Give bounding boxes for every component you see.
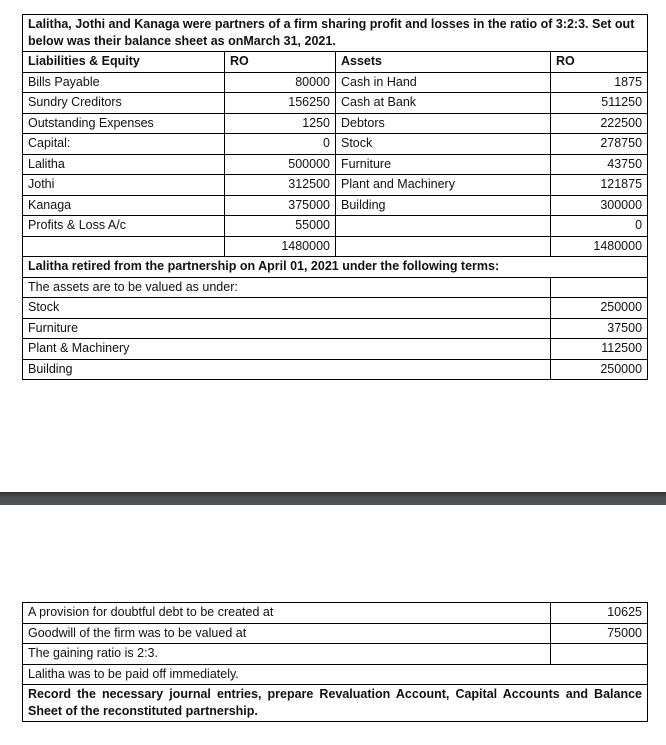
balance-sheet-table [22, 14, 648, 380]
table-row [23, 318, 648, 339]
amount-cell: 80000 [225, 72, 336, 93]
amount-cell: 375000 [225, 195, 336, 216]
amount-cell: 278750 [551, 134, 648, 155]
label-cell: Furniture [336, 154, 551, 175]
amount-cell: 1480000 [225, 236, 336, 257]
table-row [23, 195, 648, 216]
label-cell: Debtors [336, 113, 551, 134]
retirement-heading: Lalitha retired from the partnership on April 01, 2021 under the following terms: [23, 257, 648, 278]
amount-cell: 0 [551, 216, 648, 237]
amount-cell: 37500 [551, 318, 648, 339]
col-header: RO [225, 52, 336, 73]
table-row [23, 113, 648, 134]
label-cell: Stock [336, 134, 551, 155]
label-cell: Kanaga [23, 195, 225, 216]
label-cell [23, 236, 225, 257]
table-row [23, 644, 648, 665]
amount-cell: 112500 [551, 339, 648, 360]
amount-cell: 1250 [225, 113, 336, 134]
table-row [23, 623, 648, 644]
label-cell: Plant & Machinery [23, 339, 551, 360]
label-cell: Building [23, 359, 551, 380]
label-cell [336, 216, 551, 237]
valuation-label-row [23, 277, 648, 298]
table-row [23, 216, 648, 237]
label-cell: Cash at Bank [336, 93, 551, 114]
amount-cell: 43750 [551, 154, 648, 175]
label-cell: Profits & Loss A/c [23, 216, 225, 237]
label-cell: Bills Payable [23, 72, 225, 93]
page-divider [0, 492, 666, 505]
amount-cell: 1480000 [551, 236, 648, 257]
label-cell: Cash in Hand [336, 72, 551, 93]
label-cell: Outstanding Expenses [23, 113, 225, 134]
amount-cell [551, 644, 648, 665]
label-cell: Sundry Creditors [23, 93, 225, 114]
table-row [23, 298, 648, 319]
amount-cell: 250000 [551, 298, 648, 319]
amount-cell: 0 [225, 134, 336, 155]
table-row [23, 339, 648, 360]
header-row [23, 52, 648, 73]
label-cell: Capital: [23, 134, 225, 155]
instruction-text: Record the necessary journal entries, prepare Revaluation Account, Capital Accounts and Balance Sheet of the reconstituted partnership. [23, 685, 648, 722]
table-row [23, 175, 648, 196]
label-cell: Goodwill of the firm was to be valued at [23, 623, 551, 644]
table-row [23, 236, 648, 257]
table-row [23, 93, 648, 114]
table-row [23, 359, 648, 380]
amount-cell: 312500 [225, 175, 336, 196]
table-row [23, 154, 648, 175]
amount-cell: 55000 [225, 216, 336, 237]
table-row [23, 134, 648, 155]
valuation-label: The assets are to be valued as under: [23, 277, 551, 298]
amount-cell: 156250 [225, 93, 336, 114]
amount-cell: 511250 [551, 93, 648, 114]
label-cell: Lalitha [23, 154, 225, 175]
label-cell: Stock [23, 298, 551, 319]
amount-cell: 10625 [551, 603, 648, 624]
payoff-text: Lalitha was to be paid off immediately. [23, 664, 648, 685]
label-cell: Jothi [23, 175, 225, 196]
amount-cell: 75000 [551, 623, 648, 644]
amount-cell: 300000 [551, 195, 648, 216]
intro-text: Lalitha, Jothi and Kanaga were partners of a firm sharing profit and losses in the ratio of 3:2:3. Set out below was their balance sheet as onMarch 31, 2021. [23, 15, 648, 52]
label-cell [336, 236, 551, 257]
amount-cell: 250000 [551, 359, 648, 380]
col-header: Liabilities & Equity [23, 52, 225, 73]
col-header: Assets [336, 52, 551, 73]
table-row [23, 603, 648, 624]
label-cell: Building [336, 195, 551, 216]
table-row [23, 72, 648, 93]
label-cell: A provision for doubtful debt to be created at [23, 603, 551, 624]
terms-table [22, 602, 648, 722]
label-cell: The gaining ratio is 2:3. [23, 644, 551, 665]
col-header: RO [551, 52, 648, 73]
amount-cell: 222500 [551, 113, 648, 134]
amount-cell: 1875 [551, 72, 648, 93]
amount-cell: 500000 [225, 154, 336, 175]
amount-cell: 121875 [551, 175, 648, 196]
label-cell: Furniture [23, 318, 551, 339]
label-cell: Plant and Machinery [336, 175, 551, 196]
